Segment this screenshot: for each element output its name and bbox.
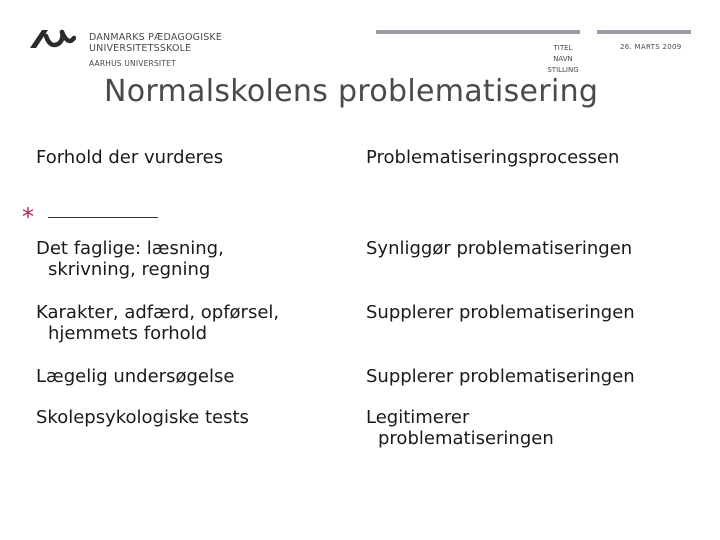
row-2-left-line2: hjemmets forhold: [48, 323, 208, 344]
university-logo-icon: [28, 26, 76, 52]
slide-date: 26. MARTS 2009: [620, 43, 682, 51]
meta-position: STILLING: [547, 66, 579, 74]
row-2-right-line1: Supplerer problematiseringen: [366, 302, 635, 323]
row-4-left: [36, 407, 249, 428]
column-heading-left: Forhold der vurderes: [36, 147, 224, 168]
row-4-right: [366, 407, 554, 449]
divider-line: [48, 217, 158, 218]
university-name: AARHUS UNIVERSITET: [89, 59, 176, 68]
row-3-right: [366, 366, 635, 387]
slide-title: Normalskolens problematisering: [104, 74, 599, 109]
row-4-right-line2: problematiseringen: [378, 428, 554, 449]
row-1-right: [366, 238, 632, 259]
meta-title: TITEL: [553, 44, 573, 52]
row-2-right: [366, 302, 635, 323]
row-1-left-line2: skrivning, regning: [48, 259, 211, 280]
row-1-left-line1: Det faglige: læsning,: [36, 238, 224, 259]
row-2-left: [36, 302, 279, 344]
row-4-left-line1: Skolepsykologiske tests: [36, 407, 249, 428]
header-bar-right: [597, 30, 691, 34]
row-3-left-line1: Lægelig undersøgelse: [36, 366, 235, 387]
institution-name: [89, 32, 222, 69]
meta-block: [520, 43, 580, 76]
institution-line2: UNIVERSITETSSKOLE: [89, 43, 192, 54]
header-bar-left: [376, 30, 580, 34]
asterisk-icon: *: [22, 203, 34, 231]
row-4-right-line1: Legitimerer: [366, 407, 470, 428]
meta-name: NAVN: [553, 55, 573, 63]
row-3-right-line1: Supplerer problematiseringen: [366, 366, 635, 387]
institution-line1: DANMARKS PÆDAGOGISKE: [89, 32, 223, 43]
row-2-left-line1: Karakter, adfærd, opførsel,: [36, 302, 280, 323]
row-1-left: [36, 238, 224, 280]
row-1-right-line1: Synliggør problematiseringen: [366, 238, 633, 259]
row-3-left: [36, 366, 234, 387]
column-heading-right: Problematiseringsprocessen: [366, 147, 620, 168]
